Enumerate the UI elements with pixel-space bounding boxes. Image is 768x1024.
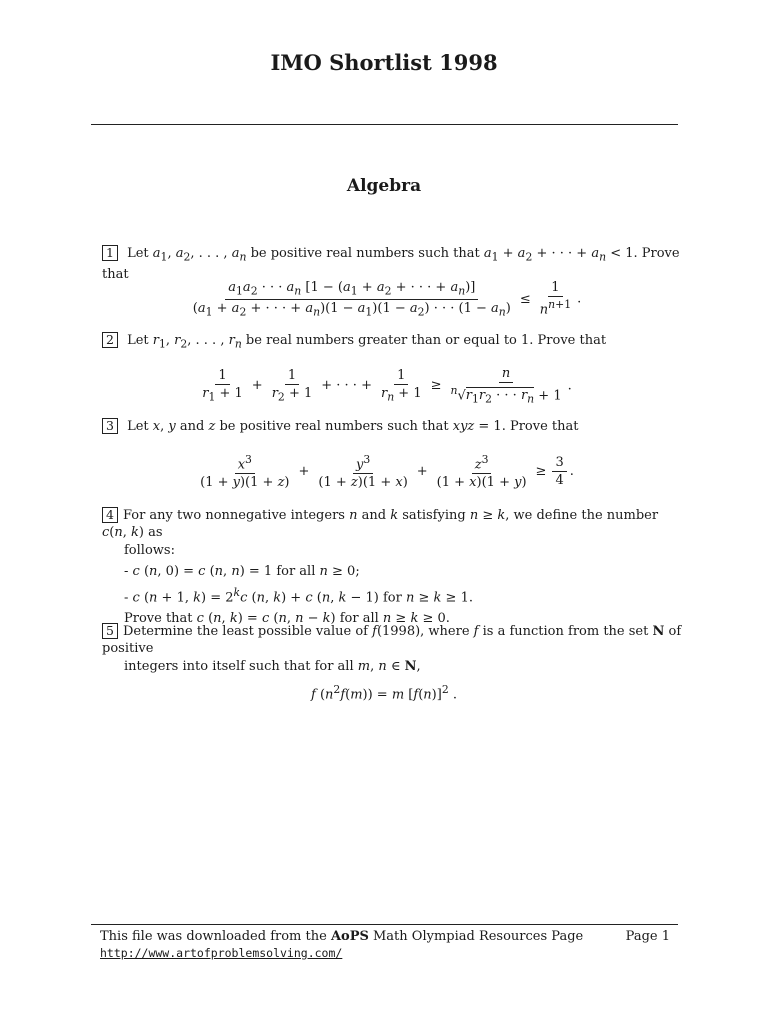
problem-statement: Let $a_1$, $a_2$, . . . , $a_n$ be positive real numbers such that $a_1 + a_2$ + · · · + $a_n < 1$. Prove that bbox=[102, 246, 680, 282]
problem-number: 1 bbox=[102, 245, 118, 261]
footer-divider bbox=[91, 924, 678, 925]
problem-statement: Determine the least possible value of f(1998), where f is a function from the set N of positive bbox=[102, 624, 682, 656]
footer-notice bbox=[100, 929, 670, 944]
problem-statement-cont: follows: bbox=[124, 543, 175, 558]
section-heading: Algebra bbox=[346, 176, 422, 196]
page-title: IMO Shortlist 1998 bbox=[270, 50, 498, 75]
problem-claim: Prove that c (n, k) = c (n, n − k) for all n ≥ k ≥ 0. bbox=[124, 611, 450, 627]
footer-text-rest: Math Olympiad Resources Page bbox=[368, 929, 584, 944]
problem-number: 2 bbox=[102, 332, 118, 348]
problem-statement: For any two nonnegative integers n and k satisfying n ≥ k, we define the number c(n, k) as bbox=[102, 508, 659, 540]
problem-number: 4 bbox=[102, 507, 118, 523]
condition-2: - c (n + 1, $k) = 2^kc$ (n, k) + c (n, k − 1) for n ≥ k ≥ 1. bbox=[124, 586, 473, 606]
problem-2-formula: $\frac{1}{r_1 + 1}$ + $\frac{1}{r_2 + 1}$ + · · · + $\frac{1}{r_n + 1}$ ≥ $\frac{n}{^n√r_1r_2 \cdot \cdot \cdot r_n + 1}$ . bbox=[202, 366, 572, 406]
problem-statement: Let $r_1$, $r_2$, . . . , $r_n$ be real numbers greater than or equal to 1. Prove that bbox=[127, 333, 607, 351]
problem-5-formula: f $(n^2f(m)) = m$ $[f(n)]^2$ . bbox=[311, 683, 457, 703]
footer-link[interactable]: http://www.artofproblemsolving.com/ bbox=[100, 946, 343, 960]
problem-4 bbox=[102, 507, 682, 631]
footer-text: This file was downloaded from the bbox=[100, 929, 331, 944]
problem-1-formula: $\frac{a_1a_2 \cdot \cdot \cdot a_n [1 - (a_1 + a_2 + \cdot \cdot \cdot + a_n)]}{(a_1 + a_2 + \cdot \cdot \cdot + a_n)(1 - a_1)(1 - a_2) \cdot \cdot \cdot (1 - a_n)}$ ≤ $\frac{1}{n^{n+1}}$ . bbox=[192, 280, 582, 319]
problem-5 bbox=[102, 623, 682, 679]
page-number: Page 1 bbox=[625, 929, 670, 944]
problem-2 bbox=[102, 332, 682, 353]
footer-brand: AoPS bbox=[330, 929, 369, 944]
problem-statement: Let x, y and z be positive real numbers such that xyz = 1. Prove that bbox=[127, 419, 579, 434]
problem-1 bbox=[102, 245, 682, 283]
problem-3-formula: $\frac{x^3}{(1 + y)(1 + z)}$ + $\frac{y^3}{(1 + z)(1 + x)}$ + $\frac{z^3}{(1 + x)(1 + y)}$ ≥ $\frac{3}{4}$ . bbox=[200, 453, 574, 491]
problem-statement-cont: integers into itself such that for all m, n ∈ N, bbox=[124, 659, 421, 674]
footer bbox=[100, 929, 670, 960]
header-divider bbox=[91, 124, 678, 125]
condition-1: - c (n, 0) = c (n, n) = 1 for all n ≥ 0; bbox=[124, 564, 360, 579]
problem-3 bbox=[102, 418, 682, 435]
problem-number: 5 bbox=[102, 623, 118, 639]
problem-number: 3 bbox=[102, 418, 118, 434]
